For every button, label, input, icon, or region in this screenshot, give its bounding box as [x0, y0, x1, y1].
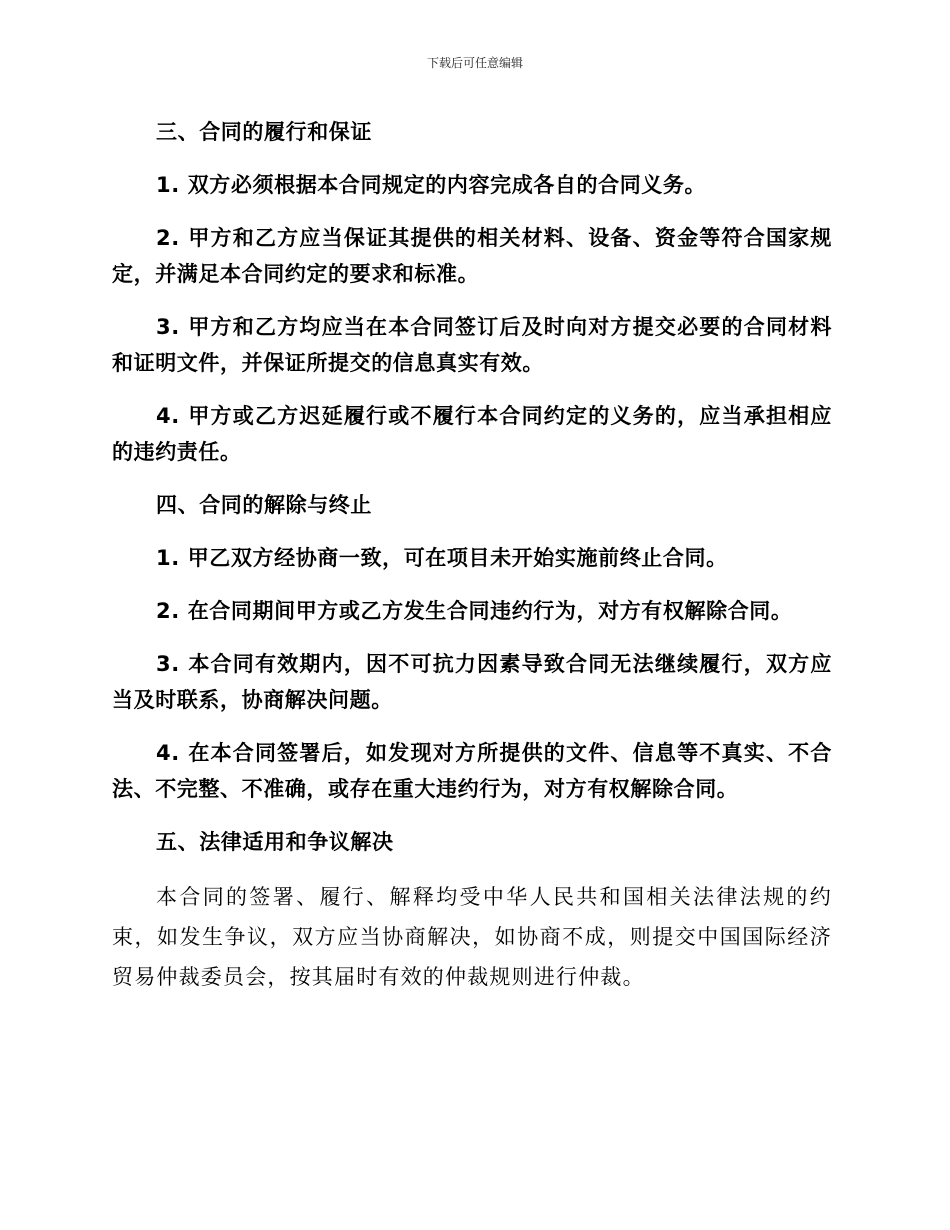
clause-paragraph: 1. 甲乙双方经协商一致，可在项目未开始实施前终止合同。	[156, 546, 728, 570]
clause-paragraph: 2. 在合同期间甲方或乙方发生合同违约行为，对方有权解除合同。	[156, 599, 793, 623]
body-paragraph: 本合同的签署、履行、解释均受中华人民共和国相关法律法规的约束，如发生争议，双方应当协商解决，如协商不成，则提交中国国际经济贸易仲裁委员会，按其届时有效的仲裁规则进行仲裁。	[112, 885, 832, 989]
clause-paragraph: 3. 甲方和乙方均应当在本合同签订后及时向对方提交必要的合同材料和证明文件，并保证所提交的信息真实有效。	[112, 315, 832, 375]
clause-paragraph: 4. 在本合同签署后，如发现对方所提供的文件、信息等不真实、不合法、不完整、不准确，或存在重大违约行为，对方有权解除合同。	[112, 741, 832, 801]
section-heading-law-dispute: 五、法律适用和争议解决	[156, 830, 394, 854]
section-heading-performance: 三、合同的履行和保证	[156, 120, 372, 144]
clause-paragraph: 4. 甲方或乙方迟延履行或不履行本合同约定的义务的，应当承担相应的违约责任。	[112, 404, 832, 464]
section-heading-termination: 四、合同的解除与终止	[156, 493, 372, 517]
document-body	[112, 114, 832, 1014]
clause-paragraph: 3. 本合同有效期内，因不可抗力因素导致合同无法继续履行，双方应当及时联系，协商解决问题。	[112, 652, 832, 712]
clause-paragraph: 2. 甲方和乙方应当保证其提供的相关材料、设备、资金等符合国家规定，并满足本合同约定的要求和标准。	[112, 226, 832, 286]
page-header: 下载后可任意编辑	[426, 56, 523, 70]
clause-paragraph: 1. 双方必须根据本合同规定的内容完成各自的合同义务。	[156, 173, 707, 197]
